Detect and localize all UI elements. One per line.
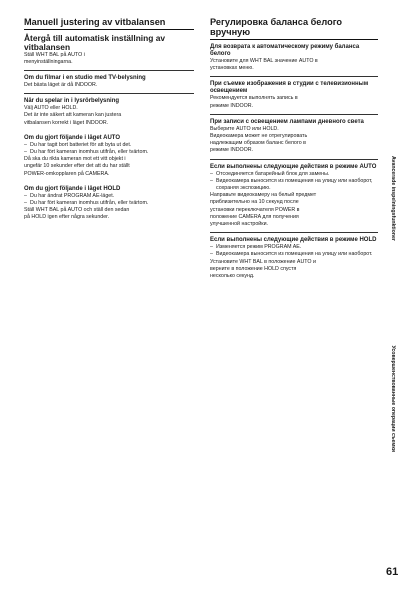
body-line: режиме INDOOR. xyxy=(210,147,254,154)
body-line: Рекомендуется выполнять запись в xyxy=(210,95,298,102)
body-line: Då ska du rikta kameran mot ett vitt objekt i xyxy=(24,156,126,163)
russian-section-fluorescent xyxy=(210,115,378,160)
swedish-section-fluorescent xyxy=(24,94,194,131)
russian-section-hold-mode xyxy=(210,233,378,284)
section-heading: När du spelar in i lysrörbelysning xyxy=(24,98,120,105)
side-tab-swedish: Avancerade inspelningsfunktioner xyxy=(390,156,396,241)
bullet-item: – Видеокамера выносится из помещения на улицу или наоборот, сохраняя экспозицию. xyxy=(210,178,378,192)
bullet-item: – Du har tagit bort batteriet för att byta ut det. xyxy=(24,142,194,149)
body-line: på HOLD igen efter några sekunder. xyxy=(24,214,110,221)
section-heading: При записи с освещением лампами дневного света xyxy=(210,118,364,125)
bullet-item: – Видеокамера выносится из помещения на улицу или наоборот. xyxy=(210,251,378,258)
bullet-item: – Изменяется режим PROGRAM AE. xyxy=(210,244,378,251)
body-line: установки переключателя POWER в xyxy=(210,206,300,213)
body-line: ungefär 10 sekunder efter det att du har ställt xyxy=(24,163,130,170)
body-line: Det bästa läget är då INDOOR. xyxy=(24,82,98,88)
section-heading: Om du gjort följande i läget HOLD xyxy=(24,185,121,192)
page-number: 61 xyxy=(386,566,399,578)
swedish-section-title: Manuell justering av vitbalansen xyxy=(24,17,194,30)
swedish-section-hold-mode xyxy=(24,182,194,226)
swedish-section-auto-return xyxy=(24,30,194,71)
russian-column xyxy=(210,17,378,284)
swedish-section-auto-mode xyxy=(24,131,194,182)
body-line: положение CAMERA для получения xyxy=(210,213,299,220)
body-line: Det är inte säkert att kameran kan justera xyxy=(24,112,122,119)
russian-section-auto-return xyxy=(210,40,378,77)
chapter-side-text xyxy=(388,156,396,452)
body-line: улучшенной настройки. xyxy=(210,221,268,228)
body-line: Выберите AUTO или HOLD. xyxy=(210,125,279,132)
body-line: приблизительно на 10 секунд после xyxy=(210,199,299,206)
body-line: Välj AUTO eller HOLD. xyxy=(24,105,78,112)
section-heading: Återgå till automatisk inställning av vitbalansen xyxy=(24,33,166,52)
section-heading: Om du filmar i en studio med TV-belysning xyxy=(24,75,146,81)
bullet-item: – Du har fört kameran inomhus utifrån, eller tvärtom. xyxy=(24,200,194,207)
body-line: установках меню. xyxy=(210,65,254,72)
swedish-column xyxy=(24,17,194,226)
bullet-item: – Du har ändrat PROGRAM AE-läget. xyxy=(24,193,194,200)
body-line: Ställ WHT BAL på AUTO och ställ den sedan xyxy=(24,207,130,214)
section-heading: Если выполнены следующие действия в режиме HOLD xyxy=(210,237,377,244)
body-line: Ställ WHT BAL på AUTO i xyxy=(24,51,85,58)
body-line: несколько секунд. xyxy=(210,273,255,280)
section-heading: Для возврата к автоматическому режиму баланса белого xyxy=(210,44,360,57)
section-heading: Om du gjort följande i läget AUTO xyxy=(24,134,121,141)
russian-section-title: Регулировка баланса белого вручную xyxy=(210,17,378,40)
russian-section-auto-mode xyxy=(210,160,378,234)
body-line: надлежащим образом баланс белого в xyxy=(210,140,306,147)
section-heading: При съемке изображения в студии с телевизионным освещением xyxy=(210,81,369,95)
body-line: vitbalansen korrekt i läget INDOOR. xyxy=(24,119,109,126)
chapter-side-tab xyxy=(380,156,396,452)
body-line: menyinställningarna. xyxy=(24,58,73,65)
bullet-item: – Отсоединяется батарейный блок для замены. xyxy=(210,171,378,178)
body-line: режиме INDOOR. xyxy=(210,102,254,109)
body-line: Направьте видеокамеру на белый предмет xyxy=(210,192,317,199)
body-line: Установите WHT BAL в положение AUTO и xyxy=(210,258,316,265)
body-line: Установите для WHT BAL значение AUTO в xyxy=(210,58,318,64)
russian-section-studio xyxy=(210,77,378,114)
body-line: POWER-omkopplaren på CAMERA. xyxy=(24,170,110,177)
side-tab-russian: Усовершенствованные операции съемки xyxy=(390,345,396,452)
swedish-section-studio xyxy=(24,71,194,94)
body-line: Видеокамера может не отрегулировать xyxy=(210,133,308,140)
body-line: верните в положение HOLD спустя xyxy=(210,265,297,272)
bullet-item: – Du har fört kameran inomhus utifrån, eller tvärtom. xyxy=(24,149,194,156)
section-heading: Если выполнены следующие действия в режиме AUTO xyxy=(210,163,377,170)
